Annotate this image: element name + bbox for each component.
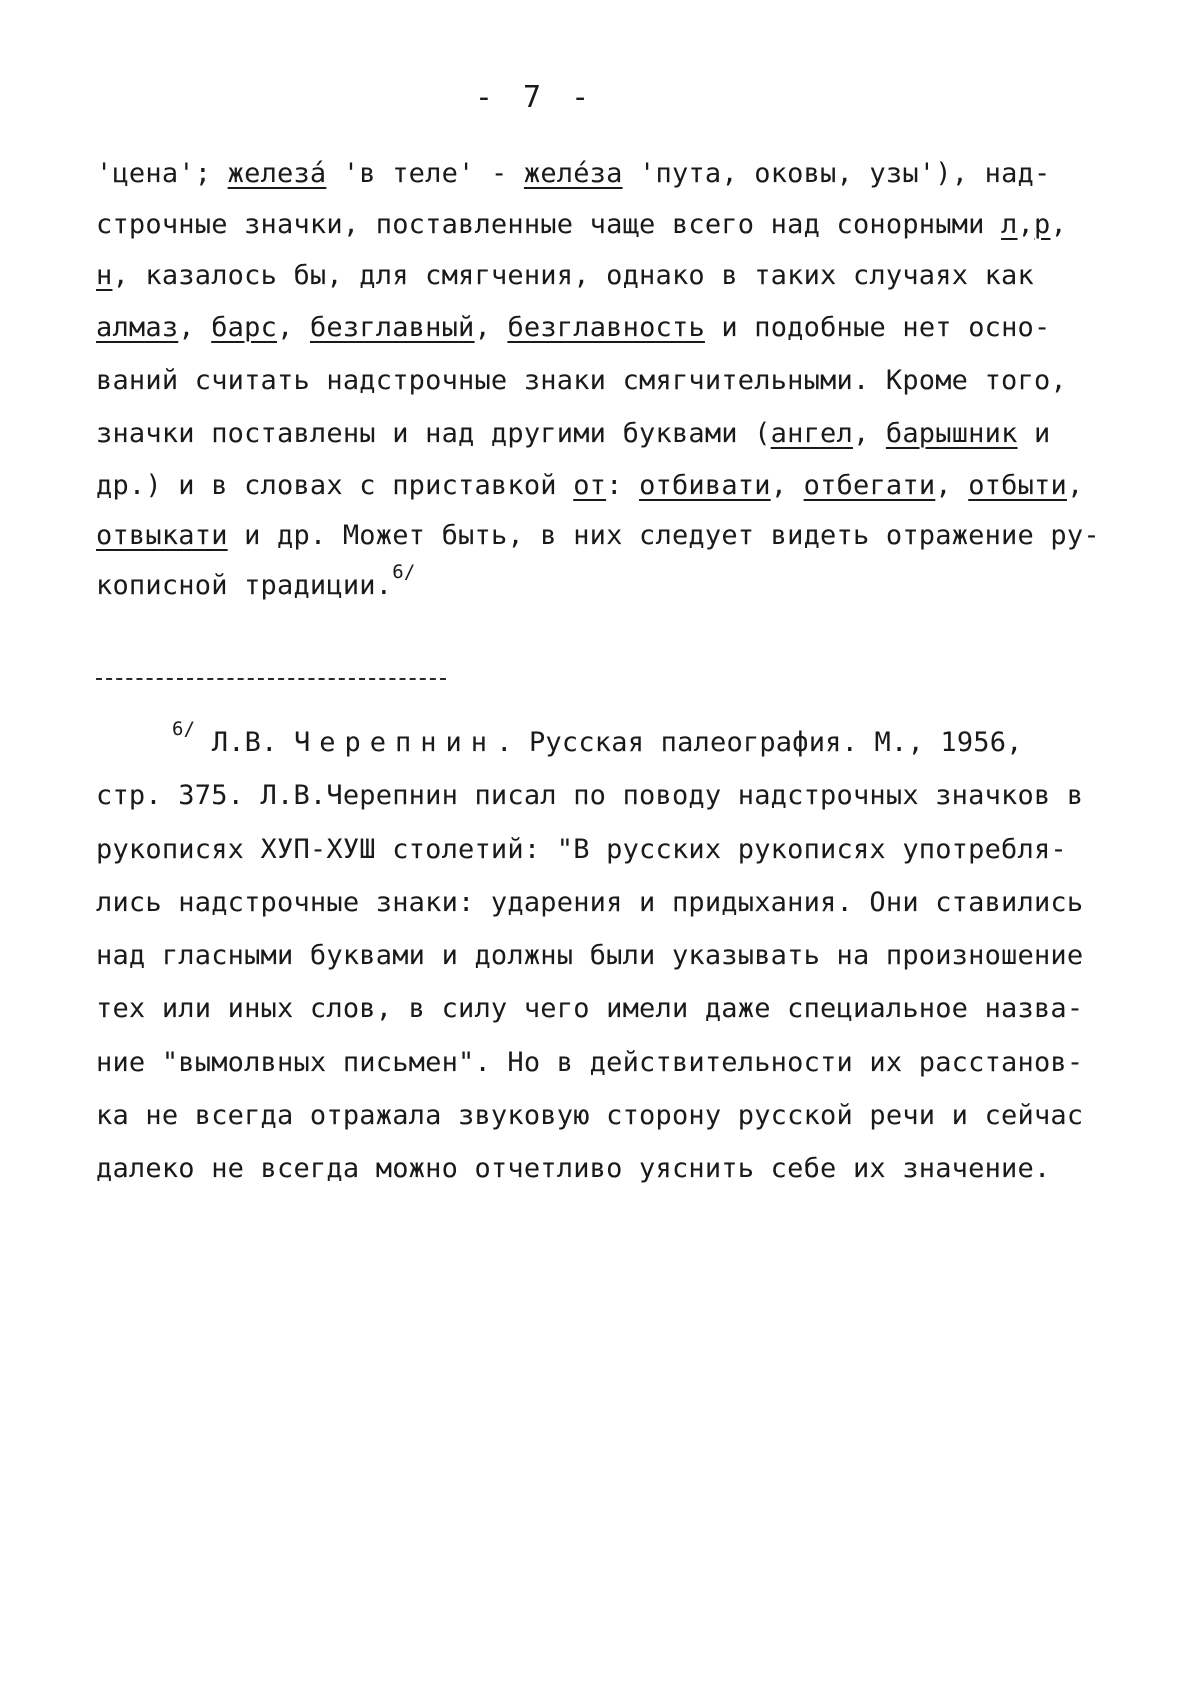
body-text: , [474, 312, 508, 343]
body-text: и др. Может быть, в них следует видеть отражение ру- [227, 520, 1100, 551]
underlined-word: л [1001, 209, 1018, 240]
footnote-line-7: ние "вымолвных письмен". Но в действительности их расстанов- [96, 1047, 1084, 1078]
underlined-word: р [1033, 209, 1051, 240]
footnote-text: . Русская палеография. М., 1956, [496, 727, 1023, 758]
footnote-marker: 6/ [172, 718, 196, 740]
footnote-line-9: далеко не всегда можно отчетливо уяснить себе их значение. [96, 1153, 1051, 1184]
footnote-line-3: рукописях ХУП-ХУШ столетий: "В русских рукописях употребля- [96, 834, 1067, 865]
underlined-word: барс [211, 312, 278, 343]
body-text: строчные значки, поставленные чаще всего над сонорными [96, 209, 1002, 240]
body-text: , [178, 312, 212, 343]
body-text: , [852, 418, 886, 449]
author-name-spaced: Черепнин [294, 727, 497, 758]
body-text: и [1017, 418, 1051, 449]
underlined-word: железа́ [227, 158, 327, 189]
body-text: , [1066, 470, 1084, 501]
underlined-word: барышник [885, 418, 1018, 449]
body-text: , [935, 470, 969, 501]
page-number: - 7 - [474, 80, 596, 115]
underlined-word: безглавный [309, 312, 475, 343]
underlined-word: ангел [770, 418, 853, 449]
body-text: 'цена'; [96, 158, 228, 189]
body-line-7 [96, 472, 1083, 499]
footnote-line-1 [172, 718, 1023, 758]
footnote-reference: 6/ [392, 561, 416, 583]
underlined-word: от [573, 470, 607, 501]
body-line-6 [96, 420, 1050, 447]
body-text: кописной традиции. [96, 570, 393, 601]
footnote-line-8: ка не всегда отражала звуковую сторону русской речи и сейчас [96, 1100, 1084, 1131]
body-text: др.) и в словах с приставкой [96, 470, 574, 501]
body-text: : [606, 470, 640, 501]
body-line-5: ваний считать надстрочные знаки смягчительными. Кроме того, [96, 365, 1067, 396]
footnote-line-2: стр. 375. Л.В.Черепнин писал по поводу надстрочных значков в [96, 780, 1084, 811]
footnote-text: Л.В. [195, 727, 295, 758]
underlined-word: отвыкати [96, 520, 228, 551]
body-text: 'пута, оковы, узы'), над- [622, 158, 1051, 189]
body-line-4 [96, 314, 1050, 341]
footnote-separator [96, 678, 446, 680]
footnote-line-5: над гласными буквами и должны были указывать на произношение [96, 940, 1084, 971]
underlined-word: безглавность [507, 312, 705, 343]
body-line-2 [96, 211, 1067, 238]
body-text: , [1017, 209, 1034, 240]
body-text: , [770, 470, 804, 501]
underlined-word: алмаз [96, 312, 179, 343]
footnote-line-4: лись надстрочные знаки: ударения и придыхания. Они ставились [96, 887, 1084, 918]
underlined-word: н [96, 260, 113, 291]
body-text: , [1050, 209, 1067, 240]
body-line-3 [96, 262, 1034, 289]
body-text: и подобные нет осно- [704, 312, 1051, 343]
body-text: , [277, 312, 310, 343]
underlined-word: отбегати [803, 470, 936, 501]
underlined-word: желе́за [523, 158, 623, 189]
body-line-8 [96, 522, 1100, 549]
body-text: значки поставлены и над другими буквами ( [96, 418, 771, 449]
body-text: , казалось бы, для смягчения, однако в таких случаях как [112, 260, 1034, 291]
body-text: 'в теле' - [326, 158, 524, 189]
footnote-line-6: тех или иных слов, в силу чего имели даже специальное назва- [96, 993, 1084, 1024]
underlined-word: отбивати [639, 470, 771, 501]
body-line-1 [96, 160, 1050, 187]
body-line-9 [96, 561, 416, 601]
underlined-word: отбыти [968, 470, 1067, 501]
